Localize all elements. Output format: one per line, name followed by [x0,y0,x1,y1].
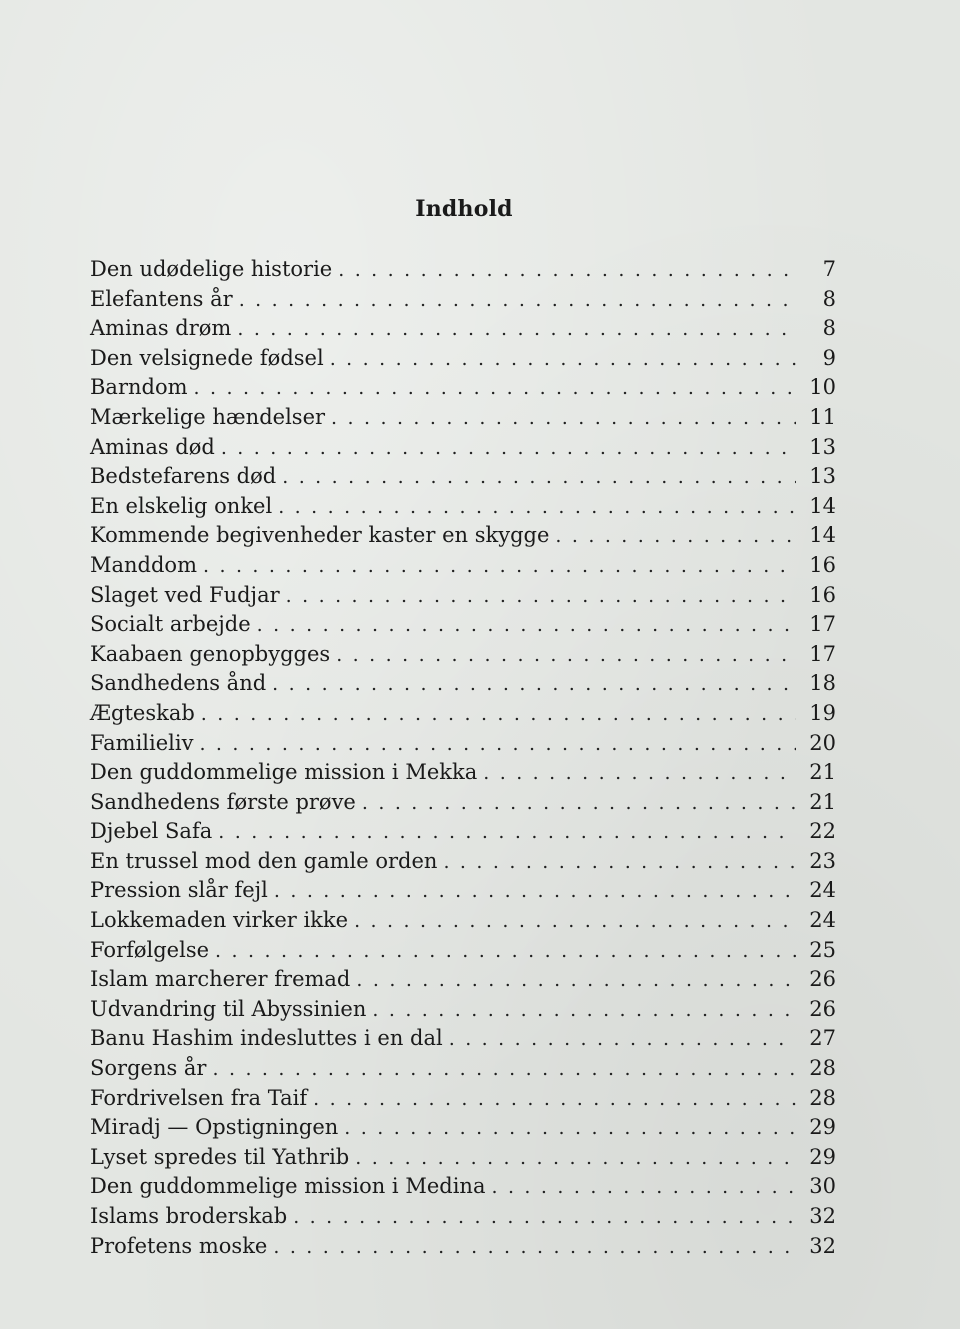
toc-entry-title: Profetens moske [90,1233,268,1258]
toc-entry [90,285,836,315]
toc-entry-page-number: 17 [809,612,836,637]
toc-entry-page-number: 21 [809,789,836,814]
dot-leader [272,670,796,700]
toc-entry-title: Den velsignede fødsel [90,345,324,370]
toc-entry-title: Islam marcherer fremad [90,967,351,992]
toc-entry-title: Den guddommelige mission i Mekka [90,760,478,785]
toc-entry [90,699,836,729]
toc-entry-title: Familieliv [90,730,194,755]
toc-entry-title: Fordrivelsen fra Taif [90,1085,308,1110]
toc-entry-title: Islams broderskab [90,1204,288,1228]
toc-entry-page-number: 11 [809,404,836,429]
dot-leader [237,315,796,345]
toc-entry-page-number: 26 [809,967,836,992]
toc-entry-title: Sorgens år [90,1056,207,1081]
dot-leader [293,1203,796,1233]
toc-entry-title: En trussel mod den gamle orden [90,848,438,873]
toc-entry-title: Lokkemaden virker ikke [90,908,349,933]
toc-entry [90,817,836,847]
toc-entry-title: Sandhedens ånd [90,671,267,696]
toc-entry [90,1084,836,1114]
toc-entry-page-number: 14 [809,523,836,548]
dot-leader [313,1085,796,1115]
toc-entry [90,876,836,906]
toc-entry-page-number: 18 [809,671,836,696]
toc-entry [90,551,836,581]
dot-leader [491,1173,796,1203]
dot-leader [203,552,796,582]
toc-entry-page-number: 16 [809,582,836,607]
toc-entry-title: Kommende begivenheder kaster en skygge [90,523,550,548]
dot-leader [201,700,796,730]
toc-entry-title: Barndom [90,375,188,400]
toc-entry-page-number: 19 [809,700,836,725]
dot-leader [483,759,796,789]
toc-entry [90,965,836,995]
toc-entry-page-number: 28 [809,1056,836,1081]
toc-entry-title: Den udødelige historie [90,257,333,281]
dot-leader [215,937,796,967]
toc-entry [90,492,836,522]
toc-entry-title: Mærkelige hændelser [90,404,326,429]
toc-entry [90,581,836,611]
dot-leader [257,611,796,641]
dot-leader [221,434,796,464]
page-title: Indhold [415,196,513,222]
toc-entry-page-number: 27 [809,1026,836,1051]
toc-entry-page-number: 25 [809,937,836,962]
toc-entry [90,521,836,551]
toc-entry-page-number: 22 [809,819,836,844]
toc-entry-title: Socialt arbejde [90,612,251,637]
toc-entry [90,1113,836,1143]
toc-entry [90,373,836,403]
toc-entry-title: Aminas død [90,434,215,459]
toc-entry [90,669,836,699]
dot-leader [354,907,796,937]
dot-leader [194,374,796,404]
toc-entry-title: Forfølgelse [90,937,210,962]
toc-entry-page-number: 20 [809,730,836,755]
toc-entry-title: Den guddommelige mission i Medina [90,1174,486,1199]
toc-entry-title: Elefantens år [90,286,233,311]
toc-entry-title: Aminas drøm [90,316,232,341]
dot-leader [356,966,796,996]
toc-entry [90,936,836,966]
toc-entry [90,255,836,285]
toc-entry-page-number: 13 [809,434,836,459]
toc-entry [90,788,836,818]
toc-entry [90,314,836,344]
toc-entry-page-number: 8 [822,316,836,341]
toc-entry [90,995,836,1025]
toc-entry-title: Manddom [90,552,197,577]
table-of-contents [90,255,836,1261]
toc-entry-title: Sandhedens første prøve [90,789,356,814]
toc-entry [90,1172,836,1202]
toc-entry-title: Slaget ved Fudjar [90,582,280,607]
toc-entry-page-number: 24 [809,908,836,933]
dot-leader [449,1025,796,1055]
toc-entry-page-number: 29 [809,1115,836,1140]
toc-entry-title: En elskelig onkel [90,493,273,518]
toc-entry-title: Ægteskab [90,700,195,725]
toc-entry-page-number: 30 [809,1174,836,1199]
toc-entry [90,1054,836,1084]
toc-entry [90,462,836,492]
toc-entry-title: Djebel Safa [90,819,213,844]
dot-leader [199,730,796,760]
toc-entry-page-number: 8 [822,286,836,311]
dot-leader [336,641,796,671]
dot-leader [212,1055,796,1085]
dot-leader [218,818,796,848]
dot-leader [282,463,796,493]
toc-entry-page-number: 14 [809,493,836,518]
toc-entry-title: Pression slår fejl [90,878,268,903]
toc-entry-title: Udvandring til Abyssinien [90,996,367,1021]
toc-entry [90,906,836,936]
toc-entry-page-number: 24 [809,878,836,903]
toc-entry-page-number: 32 [809,1204,836,1228]
dot-leader [344,1114,796,1144]
toc-entry-page-number: 10 [809,375,836,400]
toc-entry-title: Bedstefarens død [90,464,277,489]
toc-entry [90,403,836,433]
dot-leader [278,493,796,523]
toc-entry-page-number: 21 [809,760,836,785]
toc-entry-page-number: 29 [809,1144,836,1169]
toc-entry [90,758,836,788]
toc-entry [90,344,836,374]
toc-entry [90,1143,836,1173]
toc-entry-page-number: 23 [809,848,836,873]
dot-leader [443,848,796,878]
toc-entry-title: Banu Hashim indesluttes i en dal [90,1026,443,1051]
toc-entry-page-number: 9 [822,345,836,370]
dot-leader [555,522,796,552]
toc-entry [90,640,836,670]
toc-entry [90,729,836,759]
dot-leader [239,286,796,316]
toc-entry-page-number: 26 [809,996,836,1021]
toc-entry [90,1024,836,1054]
dot-leader [286,582,796,612]
dot-leader [274,877,796,907]
toc-entry [90,1232,836,1262]
toc-entry-page-number: 32 [809,1233,836,1258]
toc-entry [90,1202,836,1232]
dot-leader [355,1144,796,1174]
toc-entry-page-number: 7 [822,257,836,281]
toc-entry [90,847,836,877]
toc-entry-page-number: 17 [809,641,836,666]
toc-entry-page-number: 13 [809,464,836,489]
dot-leader [330,345,796,375]
dot-leader [273,1233,796,1263]
toc-entry-title: Kaabaen genopbygges [90,641,331,666]
toc-entry-title: Lyset spredes til Yathrib [90,1144,350,1169]
dot-leader [338,256,796,286]
toc-entry-page-number: 16 [809,552,836,577]
dot-leader [331,404,796,434]
toc-entry [90,433,836,463]
toc-entry-title: Miradj — Opstigningen [90,1115,339,1140]
toc-entry [90,610,836,640]
toc-entry-page-number: 28 [809,1085,836,1110]
dot-leader [372,996,796,1026]
dot-leader [362,789,796,819]
